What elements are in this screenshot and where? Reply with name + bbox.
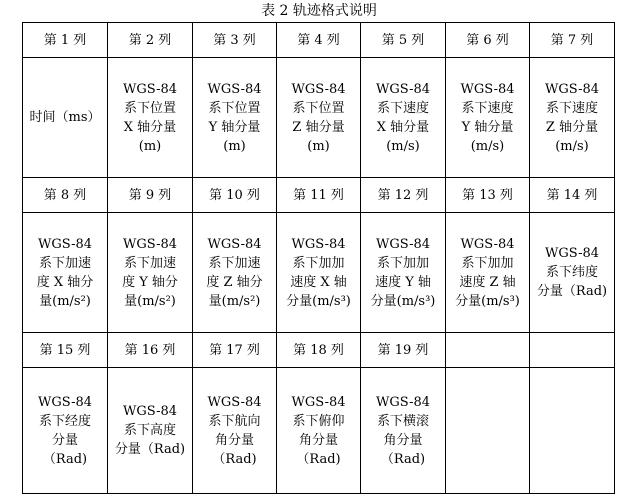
table-row <box>23 58 615 178</box>
column-header-cell: 第 14 列 <box>530 178 615 213</box>
description-cell: 时间（ms） <box>23 58 108 178</box>
description-cell: WGS-84 系下加加 速度 Z 轴 分量(m/s³) <box>446 213 530 333</box>
column-header-cell: 第 1 列 <box>23 23 108 58</box>
table-row <box>23 23 615 58</box>
column-header-cell: 第 13 列 <box>446 178 530 213</box>
description-cell: WGS-84 系下加加 速度 X 轴 分量(m/s³) <box>277 213 361 333</box>
column-header-cell: 第 3 列 <box>193 23 277 58</box>
table-caption: 表 2 轨迹格式说明 <box>261 3 377 19</box>
column-header-cell: 第 5 列 <box>361 23 446 58</box>
trajectory-format-table <box>22 22 615 494</box>
column-header-cell: 第 17 列 <box>193 333 277 368</box>
description-cell: WGS-84 系下位置 X 轴分量 (m) <box>108 58 193 178</box>
empty-cell <box>446 368 530 494</box>
column-header-cell: 第 10 列 <box>193 178 277 213</box>
description-cell: WGS-84 系下加速 度 Z 轴分 量(m/s²) <box>193 213 277 333</box>
description-cell: WGS-84 系下位置 Z 轴分量 (m) <box>277 58 361 178</box>
description-cell: WGS-84 系下航向 角分量 （Rad) <box>193 368 277 494</box>
table-row <box>23 333 615 368</box>
description-cell: WGS-84 系下加速 度 Y 轴分 量(m/s²) <box>108 213 193 333</box>
column-header-cell: 第 8 列 <box>23 178 108 213</box>
description-cell: WGS-84 系下经度 分量 （Rad) <box>23 368 108 494</box>
description-cell: WGS-84 系下俯仰 角分量 （Rad) <box>277 368 361 494</box>
column-header-cell: 第 16 列 <box>108 333 193 368</box>
description-cell: WGS-84 系下横滚 角分量 （Rad) <box>361 368 446 494</box>
description-cell: WGS-84 系下速度 Y 轴分量 (m/s) <box>446 58 530 178</box>
empty-cell <box>530 333 615 368</box>
column-header-cell: 第 9 列 <box>108 178 193 213</box>
column-header-cell: 第 2 列 <box>108 23 193 58</box>
column-header-cell: 第 4 列 <box>277 23 361 58</box>
description-cell: WGS-84 系下纬度 分量（Rad) <box>530 213 615 333</box>
description-cell: WGS-84 系下速度 Z 轴分量 (m/s) <box>530 58 615 178</box>
description-cell: WGS-84 系下加加 速度 Y 轴 分量(m/s³) <box>361 213 446 333</box>
column-header-cell: 第 6 列 <box>446 23 530 58</box>
empty-cell <box>446 333 530 368</box>
description-cell: WGS-84 系下速度 X 轴分量 (m/s) <box>361 58 446 178</box>
column-header-cell: 第 15 列 <box>23 333 108 368</box>
table-row <box>23 178 615 213</box>
column-header-cell: 第 19 列 <box>361 333 446 368</box>
description-cell: WGS-84 系下位置 Y 轴分量 (m) <box>193 58 277 178</box>
column-header-cell: 第 7 列 <box>530 23 615 58</box>
table-row <box>23 213 615 333</box>
column-header-cell: 第 11 列 <box>277 178 361 213</box>
table-row <box>23 368 615 494</box>
empty-cell <box>530 368 615 494</box>
column-header-cell: 第 12 列 <box>361 178 446 213</box>
description-cell: WGS-84 系下加速 度 X 轴分 量(m/s²) <box>23 213 108 333</box>
description-cell: WGS-84 系下高度 分量（Rad) <box>108 368 193 494</box>
column-header-cell: 第 18 列 <box>277 333 361 368</box>
